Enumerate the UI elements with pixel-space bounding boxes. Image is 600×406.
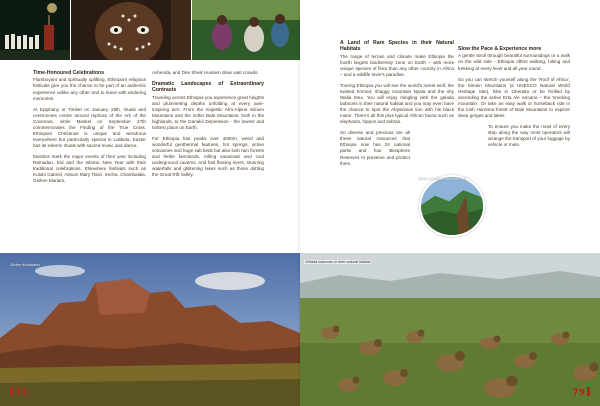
pilgrims-photo [192, 0, 300, 60]
paragraph: So you can stretch yourself along the 'Roof of Africa', the Simien Mountains (a UNESCO Natural World Heritage Site), hike in Gheralta or be thrilled by ascending the active Erta Ale volcano – the 'smoking mountain'. Or take an easy walk or horseback ride in the lush Harenna forest of Bale Mountains to explore deep gorges and lakes. [458, 76, 570, 118]
paragraph: To ensure you make the most of every step along the way most operators will arrange the transport of your luggage by vehicle or mule. [488, 123, 570, 148]
page-number: 79 [572, 387, 592, 398]
page-marker [10, 387, 13, 396]
inset-caption: Simien Mountains National Park [418, 177, 467, 181]
photo-caption: Gelada baboons in their natural habitat [305, 260, 371, 264]
paragraph: Flamboyant and spiritually uplifting, Ethiopia's religious festivals give you the chance to be part of an authentic experience unlike any other and to leave with enduring memories. [33, 77, 146, 101]
heading-slow-pace: Slow the Pace & Experience more [458, 46, 542, 52]
right-column-1 [340, 40, 454, 172]
simien-mountains-photo [0, 253, 300, 406]
heading-celebrations: Time-Honoured Celebrations [33, 70, 105, 76]
left-column-1 [33, 70, 146, 189]
heading-rare-species: A Land of Rare Species in their Natural Habitats [340, 40, 454, 53]
page-number: 78 [8, 387, 28, 398]
paragraph: Touring Ethiopia you will see the world's rarest wolf, the twisted horned, shaggy mountain Nyala and the shy Walia Ibex. You will enjoy mingling with the gelada baboons in their natural habitat and you may even have the chance to spot the Abyssinian lion with his black mane. There's all this plus typical African fauna such as elephants, hippos and zebras. [340, 83, 454, 125]
paragraph: Ashenda, and Dire Sheik Hussein draw vast crowds. [152, 70, 259, 75]
page-marker [587, 387, 590, 396]
paragraph: For Ethiopia has peaks over 4000m, weird and wonderful geothermal features, hot springs, active volcanoes and huge salt beds but also lush rain forests and fertile farmlands, rolling savannah and cool underground caverns. And fast flowing rivers, stunning waterfalls and glistening lakes such as those dotting the Great Rift Valley. [152, 136, 264, 178]
right-column-2 [458, 46, 570, 153]
paragraph: The range of terrain and climate make Ethiopia the fourth largest biodiversity zone on Earth – with more unique species of flora than any other country in Africa – and a wildlife lover's paradise. [340, 53, 454, 77]
heading-landscapes: Dramatic Landscapes of Extraordinary Contrasts [152, 81, 264, 94]
photo-caption: Simien Mountains [10, 263, 41, 267]
left-column-2 [152, 70, 264, 183]
right-page [300, 0, 600, 406]
gelada-baboons-photo [300, 253, 600, 406]
paragraph: A gentle stroll through beautiful surroundings or a walk on the wild side - Ethiopia offers walking, hiking and trekking at every level and all year round. [458, 53, 570, 71]
paragraph: At Epiphany or Timket on January 19th, rituals and ceremonies centre around replicas of the Ark of the Covenant, while Meskel on September 27th commemorates the Finding of the True Cross. Ethiopian Christmas is unique and wondrous everywhere but particularly special in Lalibela. Easter has its solemn rituals with sacred music and dance. [33, 106, 146, 148]
paragraph: Traveling across Ethiopia you experience great heights and plummeting depths unfolding at every awe-inspiring turn. From the majestic Afro-Alpine Simien Mountains and the softer Bale Mountains, both in the highlands, to the Danakil Depression - the lowest and hottest place on Earth. [152, 94, 264, 131]
simien-park-inset-photo [419, 175, 485, 237]
paragraph: Muslims mark the major events of their year including Ramadan, Eid and the Islamic New Year with their traditional celebrations. Elsewhere festivals such as Kulubi Gabriel, Aksum Mary Tsion, Irecha, Chambalala, Gishen Mariam, [33, 153, 146, 184]
paragraph: So diverse and precious are all these natural resources that Ethiopia now has 24 national parks and four Biosphere Reserves to preserve and protect them. [340, 130, 410, 166]
festival-photo [0, 0, 70, 60]
portrait-photo [71, 0, 191, 60]
